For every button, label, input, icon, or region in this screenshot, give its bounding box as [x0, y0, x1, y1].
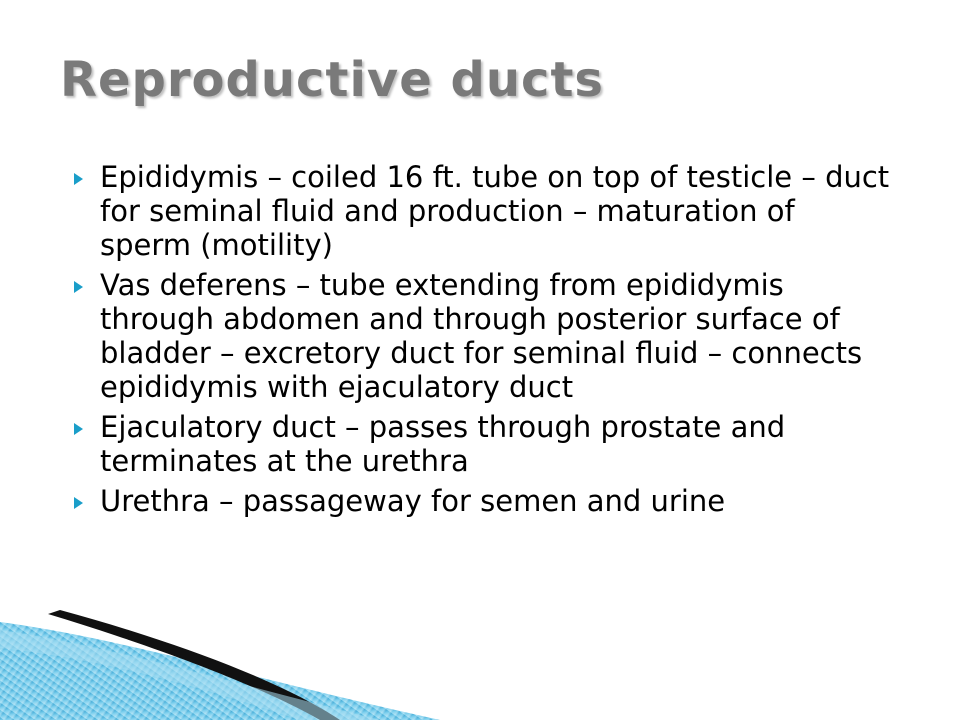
list-item: [74, 268, 894, 404]
bullet-text: Vas deferens – tube extending from epididymis through abdomen and through posterior surface of bladder – excretory duct for seminal fluid – connects epididymis with ejaculatory duct: [100, 268, 863, 404]
bullet-list: [74, 160, 894, 524]
bullet-text: Ejaculatory duct – passes through prostate and terminates at the urethra: [100, 410, 786, 478]
bullet-text: Epididymis – coiled 16 ft. tube on top of testicle – duct for seminal fluid and production – maturation of sperm (motility): [100, 160, 890, 262]
list-item: [74, 484, 894, 518]
corner-swoosh-decoration: [0, 600, 460, 720]
bullet-text: Urethra – passageway for semen and urine: [100, 484, 726, 518]
list-item: [74, 160, 894, 262]
list-item: [74, 410, 894, 478]
triangle-bullet-icon: [74, 497, 83, 509]
triangle-bullet-icon: [74, 173, 83, 185]
slide-title: Reproductive ducts: [60, 52, 604, 108]
triangle-bullet-icon: [74, 423, 83, 435]
triangle-bullet-icon: [74, 281, 83, 293]
